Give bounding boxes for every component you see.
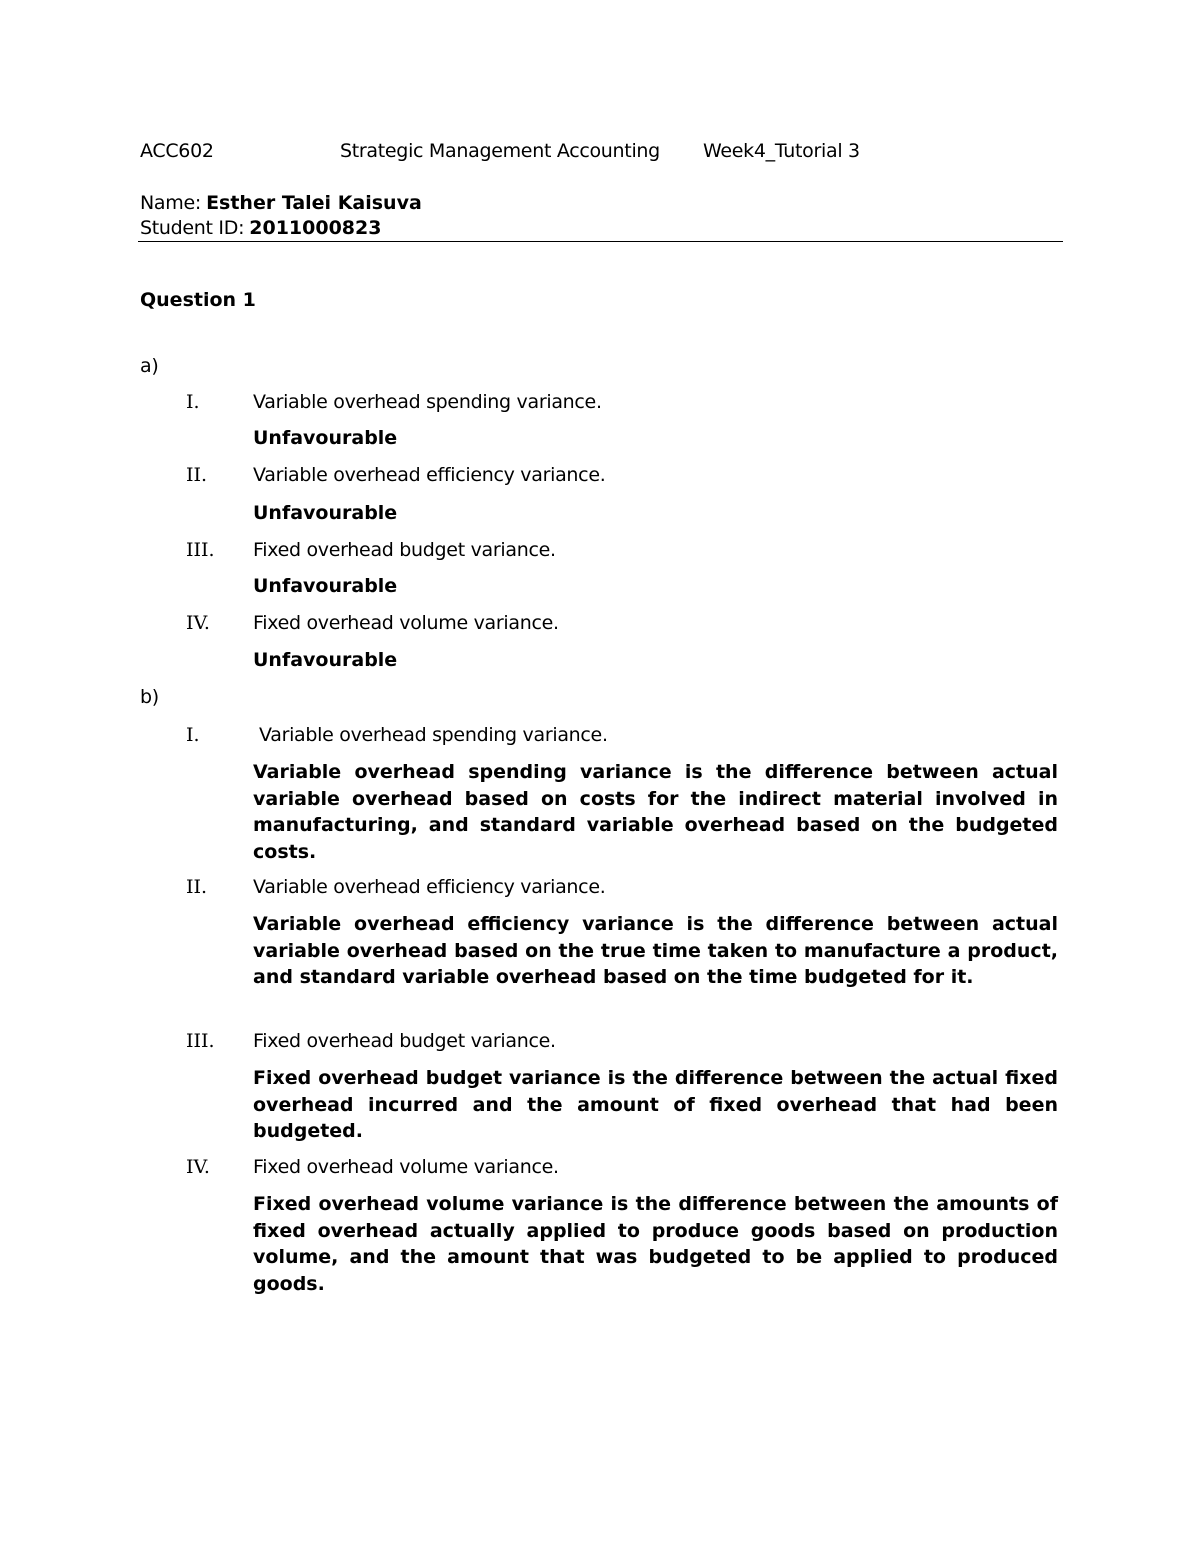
- part-b-numeral: II.: [186, 876, 208, 898]
- part-a-item-answer: Unfavourable: [253, 502, 398, 524]
- header-divider: [138, 241, 1063, 242]
- part-b-label: b): [140, 686, 159, 708]
- part-b-item-answer: Fixed overhead budget variance is the difference between the actual fixed overhead incurred and the amount of fixed overhead that had been budgeted.: [253, 1067, 1058, 1143]
- part-a-numeral: III.: [186, 539, 215, 561]
- part-b-item-text: Variable overhead spending variance.: [259, 724, 608, 746]
- question-title: Question 1: [140, 289, 256, 311]
- name-value: Esther Talei Kaisuva: [206, 192, 422, 214]
- part-b-item-answer: Variable overhead efficiency variance is the difference between actual variable overhead based on the true time taken to manufacture a product, and standard variable overhead based on the time budgeted for it.: [253, 913, 1058, 989]
- part-a-item-answer: Unfavourable: [253, 427, 398, 449]
- part-b-numeral: III.: [186, 1030, 215, 1052]
- id-label: Student ID:: [140, 217, 245, 239]
- part-b-numeral: IV.: [186, 1156, 210, 1178]
- part-b-item-text: Variable overhead efficiency variance.: [253, 876, 606, 898]
- part-b-item-text: Fixed overhead budget variance.: [253, 1030, 556, 1052]
- part-a-label: a): [140, 355, 159, 377]
- id-value: 2011000823: [249, 217, 382, 239]
- student-name-line: [140, 192, 422, 214]
- part-b-item-text: Fixed overhead volume variance.: [253, 1156, 559, 1178]
- part-a-item-text: Fixed overhead budget variance.: [253, 539, 556, 561]
- part-b-item-answer: Fixed overhead volume variance is the difference between the amounts of fixed overhead actually applied to produce goods based on production volume, and the amount that was budgeted to be applied to produced goods.: [253, 1193, 1058, 1296]
- student-id-line: [140, 217, 381, 239]
- part-b-item-answer: Variable overhead spending variance is the difference between actual variable overhead based on costs for the indirect material involved in manufacturing, and standard variable overhead based on the budgeted costs.: [253, 761, 1058, 864]
- course-code: ACC602: [140, 140, 214, 162]
- name-label: Name:: [140, 192, 201, 214]
- part-a-item-text: Fixed overhead volume variance.: [253, 612, 559, 634]
- part-a-item-answer: Unfavourable: [253, 649, 398, 671]
- part-b-numeral: I.: [186, 724, 200, 746]
- part-a-numeral: IV.: [186, 612, 210, 634]
- part-a-item-answer: Unfavourable: [253, 575, 398, 597]
- part-a-item-text: Variable overhead spending variance.: [253, 391, 602, 413]
- course-title: Strategic Management Accounting: [340, 140, 660, 162]
- part-a-numeral: I.: [186, 391, 200, 413]
- week-label: Week4_Tutorial 3: [703, 140, 860, 162]
- part-a-numeral: II.: [186, 464, 208, 486]
- part-a-item-text: Variable overhead efficiency variance.: [253, 464, 606, 486]
